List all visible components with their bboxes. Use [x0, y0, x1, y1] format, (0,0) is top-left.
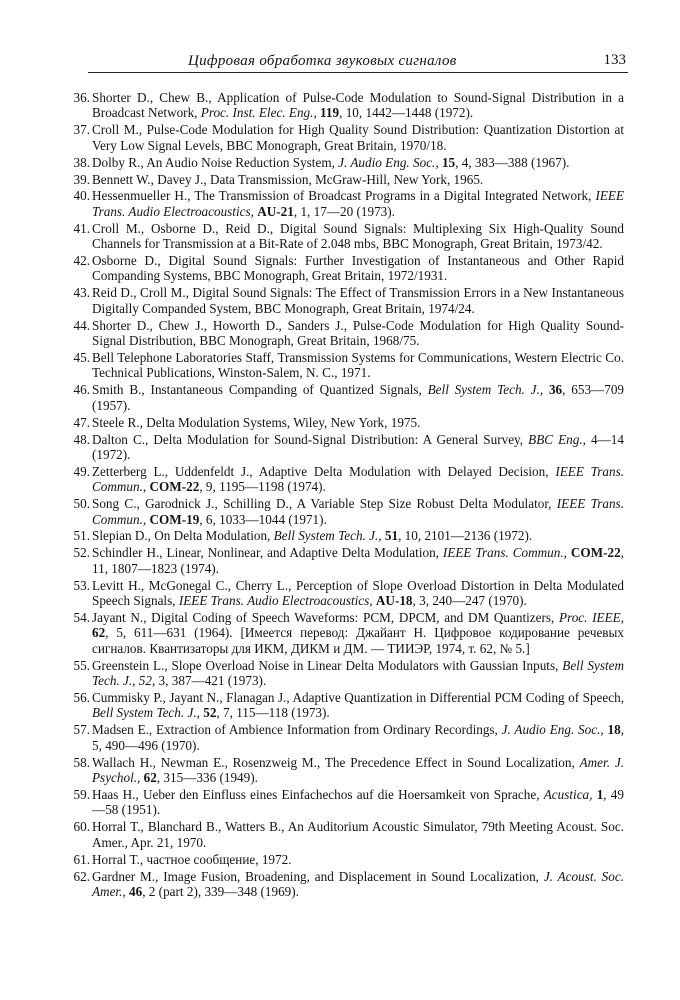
reference-source: IEEE Trans. Audio Electroacoustics,	[92, 188, 624, 219]
reference-text	[92, 869, 624, 900]
reference-number: 42.	[73, 253, 90, 269]
reference-text	[92, 188, 624, 219]
reference-volume: 51	[384, 528, 399, 544]
reference-number: 51.	[73, 528, 90, 544]
reference-segment: Haas H., Ueber den Einfluss eines Einfachechos auf die Hoersamkeit von Sprache,	[92, 786, 544, 802]
reference-number: 52.	[73, 545, 90, 561]
reference-source: Amer. J. Psychol.,	[92, 754, 624, 786]
reference-text	[92, 852, 624, 867]
reference-volume: 62	[143, 770, 157, 786]
reference-text	[92, 285, 624, 316]
reference-segment: Reid D., Croll M., Digital Sound Signals: The Effect of Transmission Errors in a New Instantaneous Digitally Companded System, BBC Monograph, Great Britain, 1974/24.	[92, 285, 624, 316]
reference-number: 61.	[73, 851, 90, 867]
reference-item	[62, 578, 624, 609]
reference-number: 49.	[73, 463, 90, 479]
reference-text	[92, 415, 624, 430]
reference-item	[62, 852, 624, 867]
reference-segment: , 9, 1195—1198 (1974).	[199, 479, 326, 495]
running-header	[88, 50, 628, 73]
reference-segment: Bell Telephone Laboratories Staff, Transmission Systems for Communications, Western Electric Co. Technical Publications, Winston-Salem, N. C., 1971.	[92, 350, 624, 381]
reference-segment: , 4, 383—388 (1967).	[455, 154, 570, 170]
reference-item	[62, 432, 624, 463]
reference-text	[92, 432, 624, 463]
reference-volume: COM-22	[149, 479, 200, 495]
reference-segment: Smith B., Instantaneous Companding of Quantized Signals,	[92, 382, 428, 398]
reference-segment: Croll M., Pulse-Code Modulation for High Quality Sound Distribution: Quantization Distortion at Very Low Signal Levels, BBC Monograph, Great Britain, 1970/18.	[92, 122, 624, 153]
reference-number: 39.	[73, 171, 90, 187]
reference-item	[62, 285, 624, 316]
reference-item	[62, 610, 624, 656]
reference-number: 62.	[73, 868, 90, 884]
reference-source: J. Audio Eng. Soc.,	[501, 722, 604, 738]
reference-number: 36.	[73, 90, 90, 105]
reference-number: 43.	[73, 285, 90, 301]
reference-volume: AU-18	[375, 593, 413, 609]
reference-volume: 62	[92, 625, 106, 641]
reference-text	[92, 464, 624, 495]
reference-text	[92, 90, 624, 121]
reference-segment: Wallach H., Newman E., Rosenzweig M., The Precedence Effect in Sound Localization,	[92, 754, 580, 770]
reference-text	[92, 819, 624, 850]
reference-item	[62, 188, 624, 219]
reference-segment: Schindler H., Linear, Nonlinear, and Adaptive Delta Modulation,	[92, 545, 443, 561]
reference-segment: , 315—336 (1949).	[156, 770, 258, 786]
reference-source: Bell System Tech. J.,	[427, 382, 544, 398]
reference-source: IEEE Trans. Commun.,	[442, 545, 567, 561]
reference-segment: Horral T., Blanchard B., Watters B., An Auditorium Acoustic Simulator, 79th Meeting Acoust. Soc. Amer., Apr. 21, 1970.	[92, 819, 624, 850]
reference-segment: Gardner M., Image Fusion, Broadening, and Displacement in Sound Localization,	[92, 868, 544, 884]
reference-source: J. Audio Eng. Soc.,	[338, 154, 439, 170]
reference-segment: Dalton C., Delta Modulation for Sound-Signal Distribution: A General Survey,	[92, 431, 529, 447]
reference-list	[62, 90, 624, 901]
reference-segment: 4—14 (1972).	[92, 431, 624, 462]
reference-item	[62, 545, 624, 576]
reference-number: 56.	[73, 690, 90, 706]
reference-source: Bell System Tech. J.,	[92, 705, 200, 721]
reference-text	[92, 690, 624, 721]
reference-item	[62, 90, 624, 121]
reference-segment: , 49—58 (1951).	[92, 786, 624, 818]
reference-source: J. Acoust. Soc. Amer.,	[92, 868, 624, 899]
reference-segment: Shorter D., Chew J., Howorth D., Sanders J., Pulse-Code Modulation for High Quality Sound-Signal Distribution, BBC Monograph, Great Britain, 1968/75.	[92, 317, 624, 349]
reference-volume: 1	[596, 786, 604, 802]
reference-segment: Zetterberg L., Uddenfeldt J., Adaptive Delta Modulation with Delayed Decision,	[92, 463, 556, 479]
reference-volume: 52	[203, 705, 217, 721]
reference-segment: Cummisky P., Jayant N., Flanagan J., Adaptive Quantization in Differential PCM Coding of Speech,	[92, 690, 624, 706]
reference-number: 48.	[73, 431, 90, 447]
reference-text	[92, 155, 624, 170]
reference-item	[62, 172, 624, 187]
reference-item	[62, 496, 624, 527]
reference-volume: 18	[607, 722, 621, 738]
reference-number: 45.	[73, 350, 90, 365]
reference-item	[62, 415, 624, 430]
reference-number: 57.	[73, 722, 90, 738]
reference-source: BBC Eng.,	[528, 431, 586, 447]
reference-number: 50.	[73, 496, 90, 512]
reference-segment: Bennett W., Davey J., Data Transmission, McGraw-Hill, New York, 1965.	[92, 171, 484, 187]
reference-text	[92, 545, 624, 576]
reference-segment: , 5, 611—631 (1964). [Имеется перевод: Джайант Н. Цифровое кодирование речевых сигналов. Квантизаторы для ИКМ, ДИКМ и ДМ. — ТИИЭР, 1974, т. 62, № 5.]	[92, 625, 624, 656]
reference-segment: , 2 (part 2), 339—348 (1969).	[142, 883, 299, 899]
reference-item	[62, 819, 624, 850]
reference-segment: , 3, 240—247 (1970).	[412, 593, 527, 609]
reference-number: 53.	[73, 577, 90, 593]
reference-number: 46.	[73, 382, 90, 398]
reference-item	[62, 221, 624, 252]
reference-segment: Dolby R., An Audio Noise Reduction System,	[92, 154, 339, 170]
reference-segment: Levitt H., McGonegal C., Cherry L., Perception of Slope Overload Distortion in Delta Modulated Speech Signals,	[92, 577, 624, 609]
reference-source: IEEE Trans. Commun.,	[92, 463, 624, 495]
reference-number: 38.	[73, 154, 90, 170]
reference-segment: , 6, 1033—1044 (1971).	[199, 511, 327, 527]
reference-number: 54.	[73, 610, 90, 625]
reference-segment: , 11, 1807—1823 (1974).	[92, 545, 624, 576]
reference-segment: Steele R., Delta Modulation Systems, Wiley, New York, 1975.	[92, 414, 421, 430]
reference-segment: Horral T., частное сообщение, 1972.	[92, 851, 292, 867]
reference-volume: COM-22	[570, 545, 621, 561]
reference-text	[92, 528, 624, 543]
reference-item	[62, 658, 624, 689]
reference-item	[62, 155, 624, 170]
reference-segment: , 10, 1442—1448 (1972).	[339, 105, 474, 121]
reference-segment: Slepian D., On Delta Modulation,	[92, 528, 274, 544]
reference-source: Acustica,	[543, 786, 593, 802]
reference-segment: Osborne D., Digital Sound Signals: Further Investigation of Instantaneous and Other Rapid Companding Systems, BBC Monograph, Great Britain, 1972/1931.	[92, 253, 624, 284]
reference-text	[92, 496, 624, 527]
reference-volume: 46	[129, 883, 143, 899]
reference-text	[92, 787, 624, 818]
reference-item	[62, 122, 624, 153]
reference-item	[62, 253, 624, 284]
reference-volume: 119	[320, 105, 340, 121]
reference-segment: Croll M., Osborne D., Reid D., Digital Sound Signals: Multiplexing Six High-Quality Sound Channels for Transmission at a Bit-Rate of 2.048 mbs, BBC Monograph, Great Britain, 1973/42.	[92, 220, 624, 252]
reference-number: 55.	[73, 657, 90, 673]
reference-text	[92, 578, 624, 609]
reference-source: 52	[138, 673, 152, 689]
reference-number: 40.	[73, 188, 90, 204]
reference-segment: Greenstein L., Slope Overload Noise in Linear Delta Modulators with Gaussian Inputs,	[92, 657, 563, 673]
reference-segment: Song C., Garodnick J., Schilling D., A Variable Step Size Robust Delta Modulator,	[92, 496, 557, 512]
reference-segment: , 10, 2101—2136 (1972).	[398, 528, 533, 544]
reference-number: 44.	[73, 317, 90, 333]
reference-item	[62, 528, 624, 543]
reference-volume: 15	[441, 154, 456, 170]
reference-number: 58.	[73, 754, 90, 770]
reference-item	[62, 382, 624, 413]
reference-text	[92, 350, 624, 381]
reference-text	[92, 221, 624, 252]
reference-source: Bell System Tech. J.,	[273, 528, 382, 544]
reference-text	[92, 610, 624, 656]
reference-number: 37.	[73, 122, 90, 138]
reference-source: IEEE Trans. Audio Electroacoustics,	[178, 593, 373, 609]
reference-volume: AU-21	[257, 203, 294, 219]
reference-segment: , 5, 490—496 (1970).	[92, 722, 624, 753]
reference-item	[62, 787, 624, 818]
reference-item	[62, 464, 624, 495]
reference-item	[62, 755, 624, 786]
reference-number: 59.	[73, 786, 90, 802]
reference-segment: Jayant N., Digital Coding of Speech Waveforms: PCM, DPCM, and DM Quantizers,	[92, 610, 560, 625]
reference-source: Proc. Inst. Elec. Eng.,	[200, 105, 317, 121]
reference-text	[92, 755, 624, 786]
reference-segment: Madsen E., Extraction of Ambience Information from Ordinary Recordings,	[92, 722, 502, 738]
reference-segment: Shorter D., Chew B., Application of Pulse-Code Modulation to Sound-Signal Distribution in a Broadcast Network,	[92, 90, 624, 121]
reference-text	[92, 318, 624, 349]
reference-segment: , 653—709 (1957).	[92, 382, 625, 413]
page-number: 133	[603, 52, 626, 68]
reference-volume: COM-19	[149, 511, 200, 527]
reference-text	[92, 253, 624, 284]
reference-source: Bell System Tech. J.,	[92, 657, 624, 689]
reference-number: 41.	[73, 220, 90, 236]
reference-item	[62, 722, 624, 753]
reference-text	[92, 722, 624, 753]
reference-item	[62, 350, 624, 381]
header-title: Цифровая обработка звуковых сигналов	[188, 53, 457, 69]
reference-item	[62, 869, 624, 900]
reference-source: IEEE Trans. Commun.,	[92, 496, 624, 527]
reference-segment: Hessenmueller H., The Transmission of Broadcast Programs in a Digital Integrated Network,	[92, 188, 596, 204]
reference-segment: , 7, 115—118 (1973).	[216, 705, 330, 721]
reference-segment: , 3, 387—421 (1973).	[151, 673, 267, 689]
reference-text	[92, 382, 624, 413]
reference-volume: 36	[548, 382, 563, 398]
reference-source: Proc. IEEE,	[559, 610, 624, 625]
reference-text	[92, 122, 624, 153]
reference-text	[92, 658, 624, 689]
reference-segment: , 1, 17—20 (1973).	[293, 203, 395, 219]
reference-item	[62, 318, 624, 349]
reference-number: 60.	[73, 819, 90, 835]
reference-number: 47.	[73, 414, 90, 430]
reference-text	[92, 172, 624, 187]
reference-item	[62, 690, 624, 721]
